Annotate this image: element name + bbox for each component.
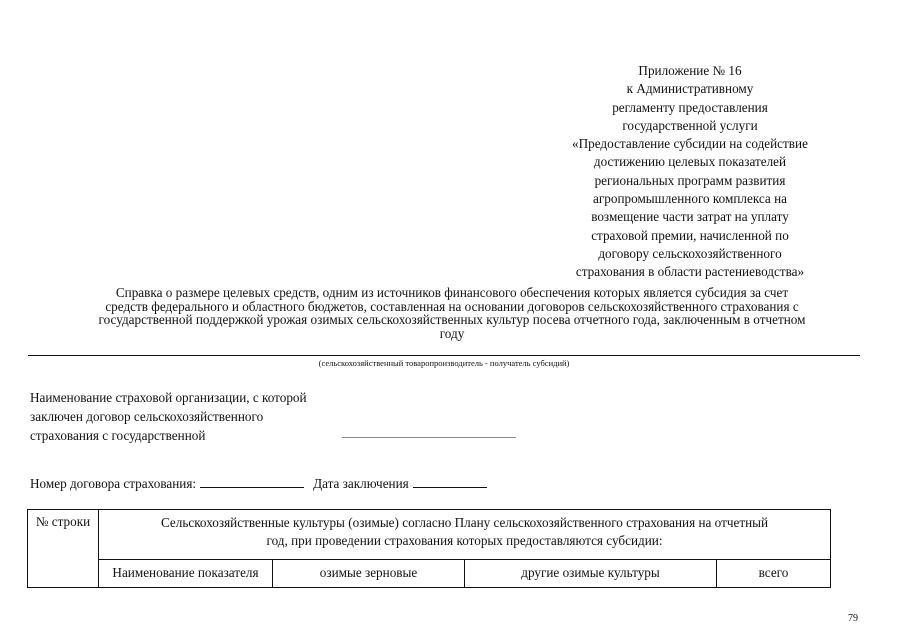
column-header-indicator: Наименование показателя xyxy=(99,559,273,587)
appendix-line: регламенту предоставления xyxy=(612,99,768,115)
crops-header-line: год, при проведении страхования которых предоставляются субсидии: xyxy=(266,533,663,548)
contract-date-label: Дата заключения xyxy=(313,476,409,491)
crops-table xyxy=(27,509,831,588)
insurer-line: заключен договор сельскохозяйственного xyxy=(30,409,264,424)
column-header-winter-grain: озимые зерновые xyxy=(273,559,465,587)
crops-header-line: Сельскохозяйственные культуры (озимые) согласно Плану сельскохозяйственного страхования на отчетный xyxy=(160,515,769,530)
title-line: средств федерального и областного бюджетов, составленная на основании договоров сельскохозяйственного страхования с xyxy=(105,298,799,314)
recipient-caption: (сельскохозяйственный товаропроизводитель - получатель субсидий) xyxy=(318,358,570,368)
appendix-line: региональных программ развития xyxy=(594,172,786,188)
appendix-line: «Предоставление субсидии на содействие xyxy=(572,136,808,152)
contract-number-field[interactable] xyxy=(200,475,304,488)
row-number-header: № строки xyxy=(28,510,99,588)
title-line: году xyxy=(439,325,465,341)
appendix-line: возмещение части затрат на уплату xyxy=(591,209,789,225)
document-title xyxy=(28,286,876,340)
contract-number-label: Номер договора страхования: xyxy=(30,476,197,491)
appendix-header xyxy=(520,62,860,282)
insurer-label xyxy=(30,388,307,445)
insurer-line: страхования с государственной xyxy=(30,428,206,443)
appendix-line: агропромышленного комплекса на xyxy=(593,191,787,207)
recipient-fill-line[interactable] xyxy=(28,355,860,356)
appendix-line: государственной услуги xyxy=(622,117,758,133)
appendix-line: страховой премии, начисленной по xyxy=(591,227,789,243)
insurer-fill-line[interactable] xyxy=(342,437,516,438)
contract-date-field[interactable] xyxy=(413,475,487,488)
contract-row xyxy=(30,475,487,492)
title-line: Справка о размере целевых средств, одним из источников финансового обеспечения которых является субсидия за счет xyxy=(115,285,789,300)
column-header-other-winter: другие озимые культуры xyxy=(465,559,717,587)
page-number: 79 xyxy=(848,613,858,624)
appendix-line: страхования в области растениеводства» xyxy=(575,264,805,280)
column-header-total: всего xyxy=(717,559,831,587)
crops-header xyxy=(99,510,831,560)
title-line: государственной поддержкой урожая озимых сельскохозяйственных культур посева отчетного года, заключенным в отчетном xyxy=(98,312,806,328)
appendix-line: достижению целевых показателей xyxy=(593,154,787,170)
appendix-line: Приложение № 16 xyxy=(638,63,742,78)
appendix-line: договору сельскохозяйственного xyxy=(598,245,782,261)
insurer-line: Наименование страховой организации, с которой xyxy=(30,390,307,405)
appendix-line: к Административному xyxy=(626,81,754,97)
